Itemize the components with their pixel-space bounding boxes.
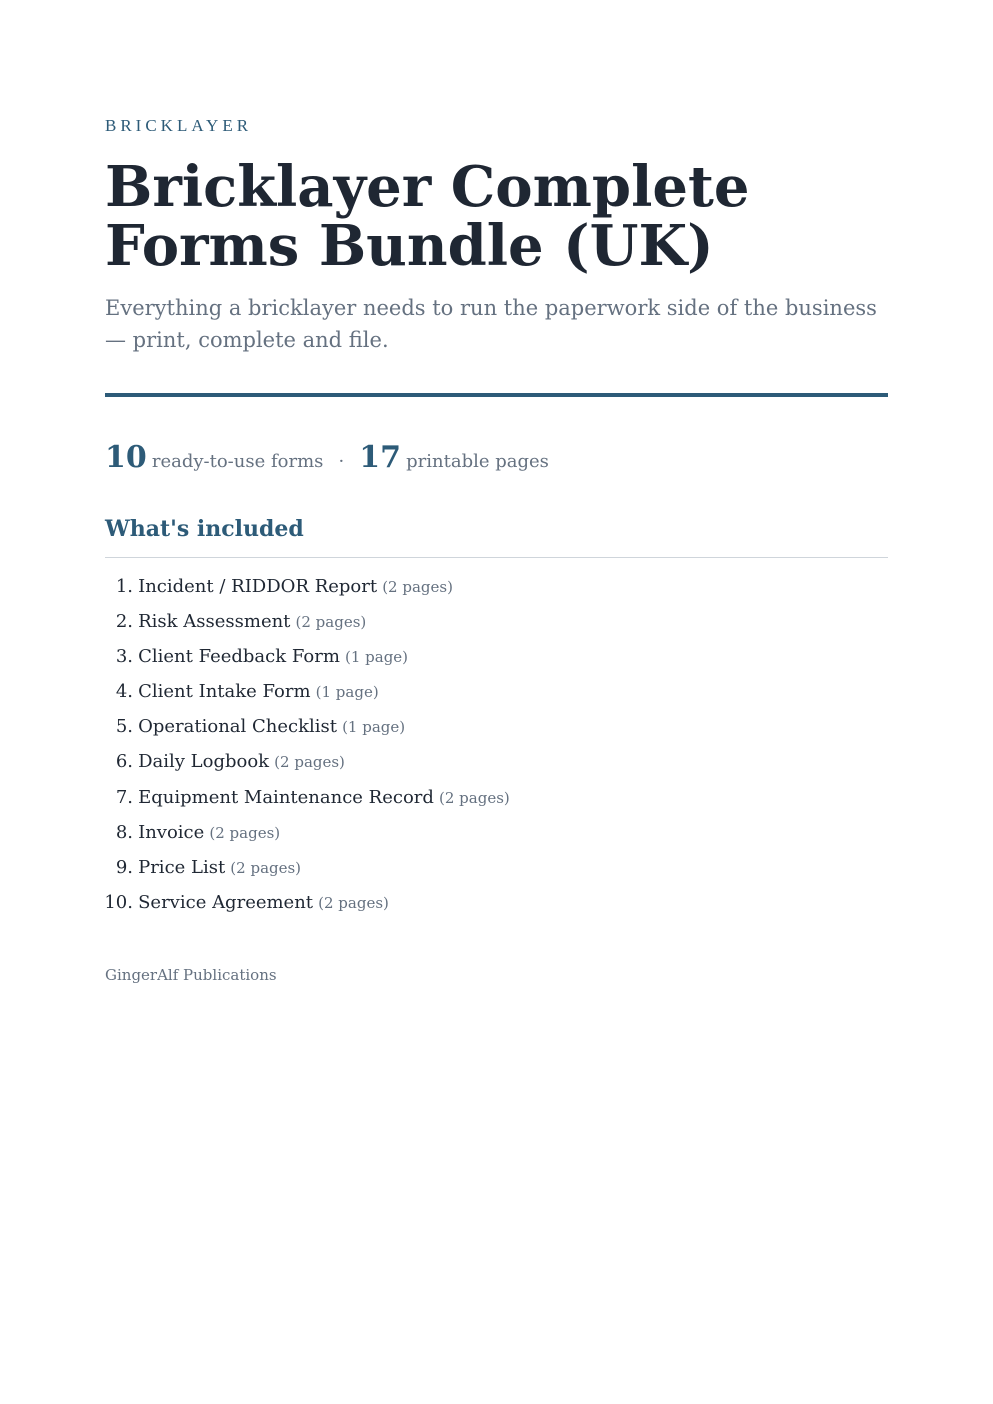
list-item-number: 3. <box>115 646 133 668</box>
list-item <box>95 780 510 815</box>
page-subtitle: Everything a bricklayer needs to run the paperwork side of the business — print, complete and file. <box>105 296 877 352</box>
stats-separator: · <box>338 451 345 472</box>
list-item-name: Incident / RIDDOR Report <box>138 576 378 597</box>
list-item-pages: (1 page) <box>344 648 409 667</box>
list-item-name: Risk Assessment <box>138 611 291 633</box>
list-item-name: Operational Checklist <box>138 716 337 738</box>
list-item <box>95 569 510 604</box>
list-item-name: Equipment Maintenance Record <box>138 786 434 808</box>
list-item-number: 1. <box>115 576 133 597</box>
list-item-number: 2. <box>115 611 133 633</box>
list-item-pages: (1 page) <box>342 718 406 737</box>
list-item-name: Client Intake Form <box>138 681 311 703</box>
page-title: Bricklayer Complete Forms Bundle (UK) <box>105 154 750 279</box>
category-eyebrow: BRICKLAYER <box>105 116 253 135</box>
list-item-pages: (2 pages) <box>230 858 302 877</box>
list-item-name: Invoice <box>138 821 205 843</box>
list-item-name: Service Agreement <box>138 891 314 913</box>
list-item-pages: (2 pages) <box>295 613 367 632</box>
header-divider <box>105 393 888 397</box>
list-item-name: Price List <box>138 856 226 878</box>
list-item-pages: (2 pages) <box>318 893 389 912</box>
list-item-pages: (2 pages) <box>274 753 345 772</box>
list-item <box>95 850 510 885</box>
list-item-pages: (2 pages) <box>439 788 510 807</box>
list-item <box>95 639 510 674</box>
list-item <box>95 674 510 709</box>
list-item <box>95 604 510 639</box>
list-item-number: 8. <box>115 821 133 843</box>
pages-count-label: printable pages <box>406 451 549 472</box>
list-item-number: 6. <box>115 751 133 773</box>
list-item-name: Client Feedback Form <box>138 646 340 668</box>
forms-count-label: ready-to-use forms <box>151 451 324 472</box>
list-item <box>95 744 510 779</box>
list-item-pages: (2 pages) <box>209 823 281 842</box>
list-item-pages: (2 pages) <box>382 578 453 596</box>
list-item-pages: (1 page) <box>315 683 379 702</box>
section-divider <box>105 557 888 558</box>
list-item-number: 9. <box>115 856 133 878</box>
stats-line <box>105 440 549 475</box>
list-item-number: 4. <box>115 681 133 703</box>
forms-count: 10 <box>105 440 147 475</box>
list-item <box>95 815 510 850</box>
list-item-name: Daily Logbook <box>138 751 270 773</box>
forms-list <box>95 569 510 920</box>
list-item-number: 7. <box>115 786 133 808</box>
publisher-name: GingerAlf Publications <box>105 966 277 984</box>
list-item <box>95 885 510 920</box>
list-item <box>95 709 510 744</box>
section-heading: What's included <box>105 516 304 542</box>
list-item-number: 5. <box>115 716 133 738</box>
pages-count: 17 <box>359 440 402 475</box>
list-item-number: 10. <box>104 891 133 913</box>
